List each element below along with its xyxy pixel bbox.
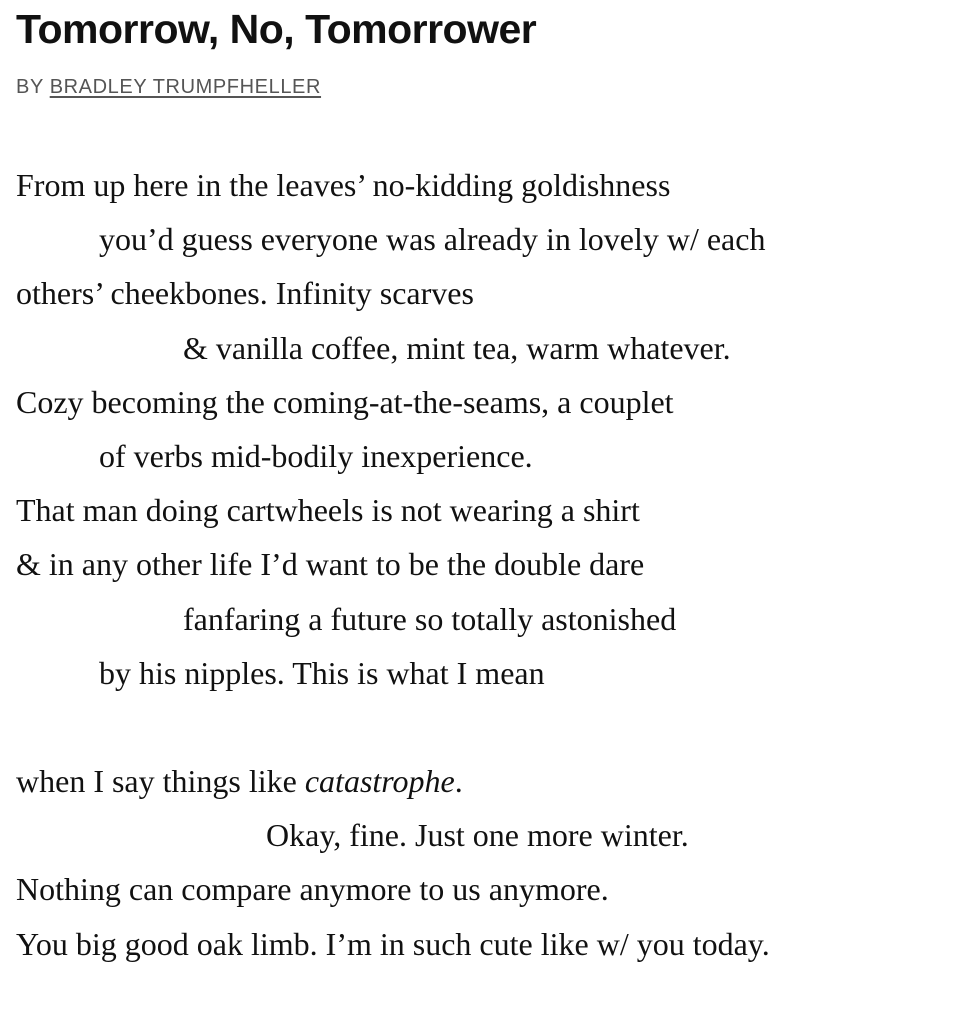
poem-line: You big good oak limb. I’m in such cute like w/ you today. <box>16 925 770 962</box>
poem-line-text: when I say things like <box>16 763 305 800</box>
poem-line: From up here in the leaves’ no-kidding goldishness <box>16 167 671 203</box>
italic-word: catastrophe <box>304 763 455 800</box>
byline <box>16 74 321 100</box>
poem-line: Nothing can compare anymore to us anymore. <box>16 871 609 908</box>
poem-line <box>16 754 770 808</box>
poem-title: Tomorrow, No, Tomorrower <box>16 6 537 52</box>
byline-prefix: BY <box>16 76 44 98</box>
poem-body <box>16 158 770 971</box>
poem-line: Cozy becoming the coming-at-the-seams, a couplet <box>16 383 674 420</box>
poem-line: fanfaring a future so totally astonished <box>183 600 677 637</box>
poem-line: you’d guess everyone was already in lovely w/ each <box>99 221 766 258</box>
poem-line: Okay, fine. Just one more winter. <box>266 817 689 854</box>
poem-line: & in any other life I’d want to be the double dare <box>16 546 645 583</box>
poem-line: That man doing cartwheels is not wearing a shirt <box>16 492 640 529</box>
poem-line: of verbs mid-bodily inexperience. <box>99 437 533 474</box>
poem-line-punctuation: . <box>454 763 463 800</box>
poem-line: & vanilla coffee, mint tea, warm whatever. <box>183 329 731 366</box>
poem-line: others’ cheekbones. Infinity scarves <box>16 275 474 312</box>
author-link[interactable]: BRADLEY TRUMPFHELLER <box>49 76 322 98</box>
poem-line: by his nipples. This is what I mean <box>99 654 545 691</box>
stanza-break <box>16 700 770 754</box>
